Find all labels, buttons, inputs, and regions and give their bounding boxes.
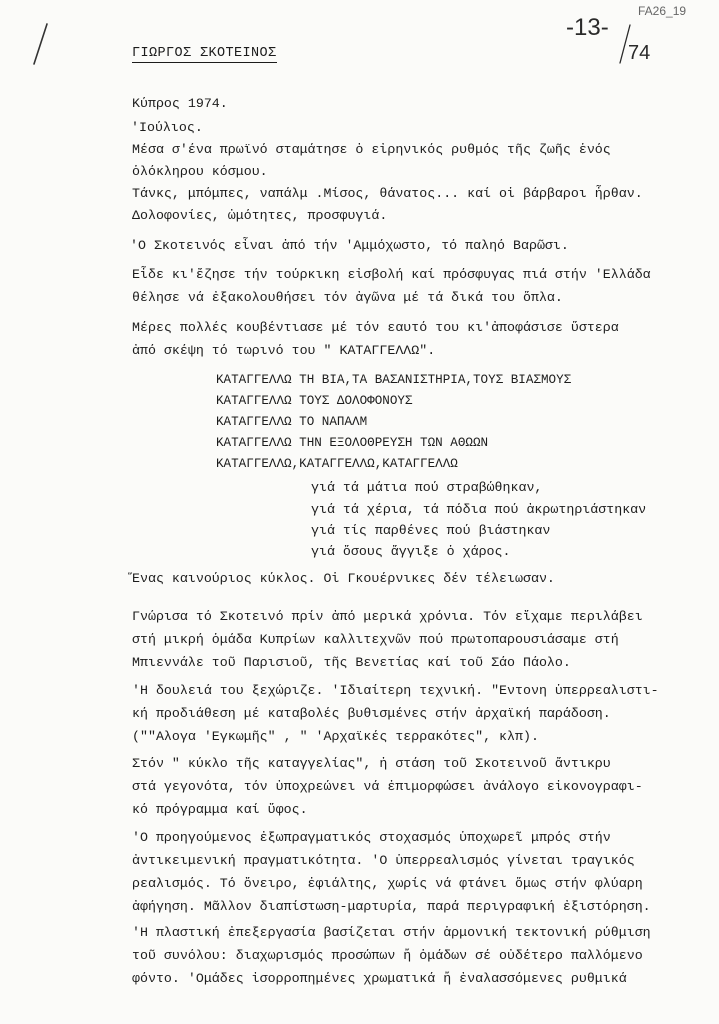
pen-slash-mark [30,22,50,66]
text-line: 'Η δουλειά του ξεχώριζε. 'Ιδιαίτερη τεχνική. "Εντονη ὑπερρεαλιστι- [132,683,659,698]
text-line: 'Ο Σκοτεινός εἶναι ἀπό τήν 'Αμμόχωστο, τό παληό Βαρῶσι. [130,238,569,253]
text-line: 'Ιούλιος. [131,120,203,135]
text-line: κή προδιάθεση μέ καταβολές βυθισμένες στήν ἀρχαϊκή παράδοση. [132,706,611,721]
verse-line: γιά τά χέρια, τά πόδια πού ἀκρωτηριάστηκαν [311,502,647,517]
text-line: (""Αλογα 'Εγκωμῆς" , " 'Αρχαϊκές τερρακότες", κλπ). [132,729,539,744]
text-line: Στόν " κύκλο τῆς καταγγελίας", ἡ στάση τοῦ Σκοτεινοῦ ἄντικρυ [132,756,611,771]
page-number: -13- [566,14,609,41]
text-line: Μέρες πολλές κουβέντιασε μέ τόν εαυτό του κι'ἀποφάσισε ὕστερα [132,320,619,335]
text-line: Εἶδε κι'ἔζησε τήν τούρκικη εἰσβολή καί πρόσφυγας πιά στήν 'Ελλάδα [132,267,651,282]
denunciation-line: ΚΑΤΑΓΓΕΛΛΩ,ΚΑΤΑΓΓΕΛΛΩ,ΚΑΤΑΓΓΕΛΛΩ [216,457,458,471]
text-line: θέλησε νά ἐξακολουθήσει τόν ἀγῶνα μέ τά δικά του ὅπλα. [132,290,563,305]
text-line: ἀπό σκέψη τό τωρινό του " ΚΑΤΑΓΓΕΛΛΩ". [132,343,436,358]
text-line: τοῦ συνόλου: διαχωρισμός προσώπων ἤ ὁμάδων σέ οὐδέτερο παλλόμενο [132,948,643,963]
text-line: Ἕνας καινούριος κύκλος. Οἱ Γκουέρνικες δέν τέλειωσαν. [132,571,555,586]
verse-line: γιά τά μάτια πού στραβώθηκαν, [311,480,543,495]
archive-code: FA26_19 [638,4,687,18]
text-line: 'Ο προηγούμενος ἐξωπραγματικός στοχασμός ὑποχωρεῖ μπρός στήν [132,830,611,845]
text-line: Γνώρισα τό Σκοτεινό πρίν ἀπό μερικά χρόνια. Τόν εἴχαμε περιλάβει [132,609,643,624]
text-line: Μπιεννάλε τοῦ Παρισιοῦ, τῆς Βενετίας καί τοῦ Σάο Πάολο. [132,655,571,670]
verse-line: γιά τίς παρθένες πού βιάστηκαν [311,523,551,538]
text-line: κό πρόγραμμα καί ὕφος. [132,802,308,817]
text-line: ρεαλισμός. Τό ὄνειρο, ἐφιάλτης, χωρίς νά φτάνει ὅμως στήν φλύαρη [132,876,643,891]
text-line: Δολοφονίες, ὠμότητες, προσφυγιά. [132,208,388,223]
denunciation-line: ΚΑΤΑΓΓΕΛΛΩ ΤΟ ΝΑΠΑΛΜ [216,415,368,429]
text-line: ἀφήγηση. Μᾶλλον διαπίστωση-μαρτυρία, παρά περιγραφική ἐξιστόρηση. [132,899,651,914]
denunciation-line: ΚΑΤΑΓΓΕΛΛΩ ΤΗΝ ΕΞΟΛΟΘΡΕΥΣΗ ΤΩΝ ΑΘΩΩΝ [216,436,489,450]
text-line: στή μικρή ὁμάδα Κυπρίων καλλιτεχνῶν πού πρωτοπαρουσιάσαμε στή [132,632,619,647]
text-line: Τάνκς, μπόμπες, ναπάλμ .Μίσος, θάνατος... καί οἱ βάρβαροι ἦρθαν. [132,186,643,201]
author-heading: ΓΙΩΡΓΟΣ ΣΚΟΤΕΙΝΟΣ [132,46,277,61]
year-mark: 74 [628,42,651,64]
denunciation-line: ΚΑΤΑΓΓΕΛΛΩ ΤΟΥΣ ΔΟΛΟΦΟΝΟΥΣ [216,394,413,408]
text-line: Μέσα σ'ένα πρωϊνό σταμάτησε ὁ εἰρηνικός ρυθμός τῆς ζωῆς ἑνός [132,142,611,157]
text-line: Κύπρος 1974. [132,96,228,111]
text-line: ὁλόκληρου κόσμου. [132,164,268,179]
text-line: 'Η πλαστική ἐπεξεργασία βασίζεται στήν ἁρμονική τεκτονική ρύθμιση [132,925,651,940]
text-line: στά γεγονότα, τόν ὑποχρεώνει νά ἐπιμορφώσει ἀνάλογο εἰκονογραφι- [132,779,643,794]
text-line: φόντο. 'Ομάδες ἰσορροπημένες χρωματικά ἤ ἐναλασσόμενες ρυθμικά [132,971,627,986]
verse-line: γιά ὅσους ἄγγιξε ὁ χάρος. [311,544,511,559]
text-line: ἀντικειμενική πραγματικότητα. 'Ο ὑπερρεαλισμός γίνεται τραγικός [132,853,635,868]
denunciation-line: ΚΑΤΑΓΓΕΛΛΩ ΤΗ ΒΙΑ,ΤΑ ΒΑΣΑΝΙΣΤΗΡΙΑ,ΤΟΥΣ ΒΙΑΣΜΟΥΣ [216,373,572,387]
